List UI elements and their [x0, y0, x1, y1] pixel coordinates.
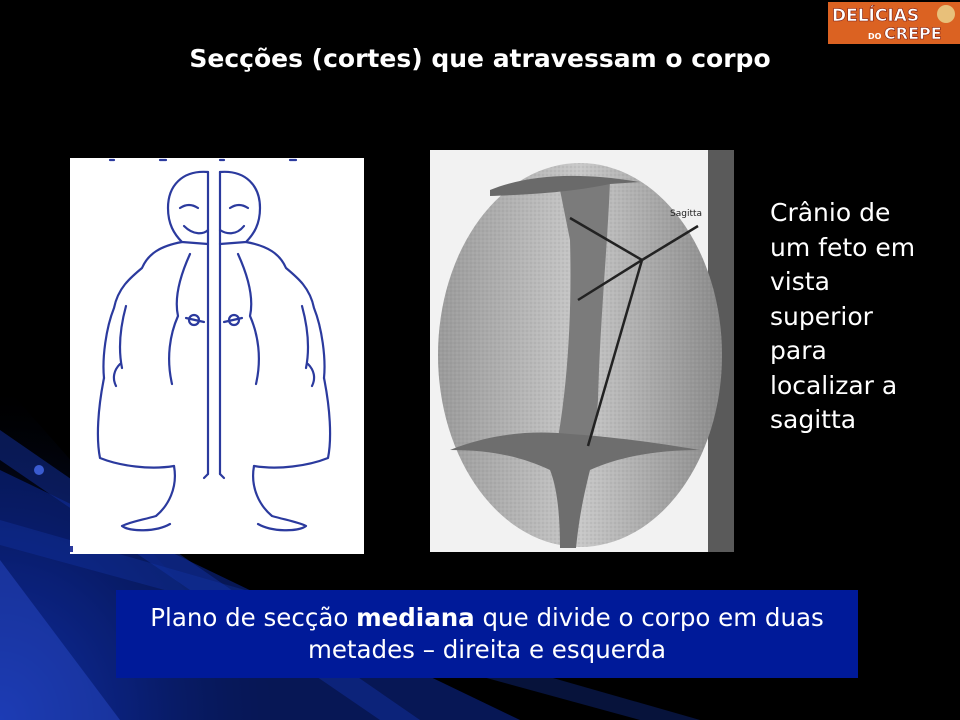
logo-line2: DO	[868, 32, 882, 41]
caption-box	[116, 590, 858, 678]
caption-before: Plano de secção	[150, 603, 357, 632]
brand-logo	[828, 2, 960, 44]
logo-line3: CREPE	[884, 24, 942, 43]
caption-emphasis: mediana	[356, 603, 475, 632]
slide-title: Secções (cortes) que atravessam o corpo	[189, 44, 771, 73]
median-plane-figure-image	[70, 158, 364, 554]
fetal-skull-image	[430, 150, 734, 552]
sagitta-label: Sagitta	[670, 209, 703, 219]
decorative-dot	[34, 465, 44, 475]
caption-text	[116, 602, 858, 666]
logo-line1: DELÍCIAS	[832, 6, 920, 26]
skull-description: Crânio de um feto em vista superior para localizar a sagitta	[770, 198, 916, 434]
caption-after: que divide o corpo em duas metades – direita e esquerda	[307, 603, 824, 664]
